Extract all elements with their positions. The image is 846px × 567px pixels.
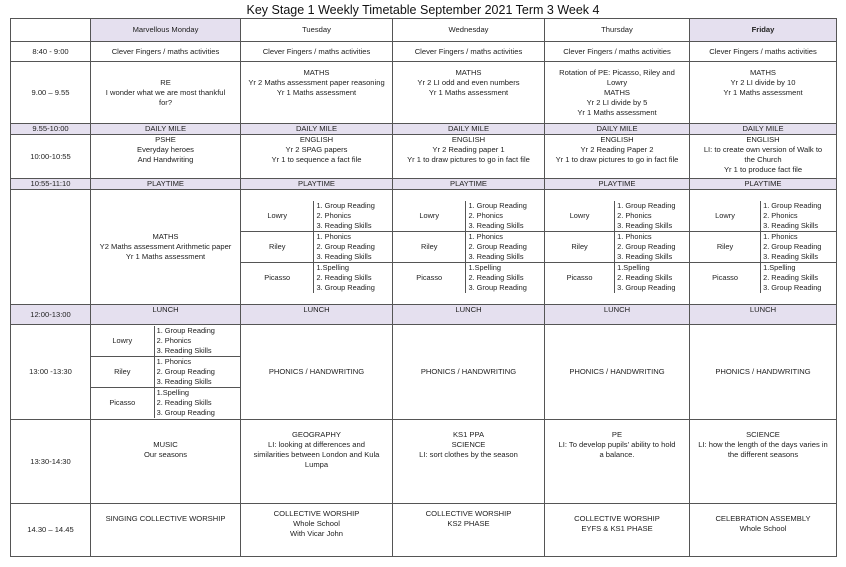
lesson-text: KS2 PHASE (447, 519, 490, 528)
subject-text: COLLECTIVE WORSHIP (574, 514, 660, 523)
group-activity: 1. Phonics (617, 232, 652, 241)
lesson-text: Yr 2 Maths assessment paper reasoning (248, 78, 385, 87)
group-activity: 2. Group Reading (156, 367, 215, 376)
subject-text: ENGLISH (299, 135, 334, 144)
subject-text: ENGLISH (746, 135, 780, 144)
group-activity: 3. Reading Skills (316, 221, 372, 230)
time-cell: 10:00-10:55 (11, 135, 91, 179)
group-activities (615, 201, 689, 232)
group-name: Picasso (690, 263, 761, 294)
lesson-cell (545, 62, 690, 124)
group-row (690, 263, 836, 294)
subject-text: PE (611, 430, 623, 439)
row-reading-groups (11, 190, 837, 305)
playtime-cell: PLAYTIME (545, 179, 690, 190)
lesson-cell: Clever Fingers / maths activities (393, 42, 545, 62)
groups-cell-tuesday (241, 190, 393, 305)
group-activity: 2. Reading Skills (763, 273, 819, 282)
group-name: Riley (545, 232, 615, 263)
lesson-cell: Clever Fingers / maths activities (690, 42, 837, 62)
group-activities (314, 232, 392, 263)
lunch-cell: LUNCH (393, 305, 545, 325)
lesson-text: LI: To develop pupils' ability to hold (558, 440, 676, 449)
group-name: Lowry (91, 326, 154, 357)
lesson-cell: PHONICS / HANDWRITING (241, 325, 393, 420)
group-activities (466, 201, 544, 232)
group-activity: 2. Reading Skills (316, 273, 372, 282)
lunch-cell: LUNCH (91, 305, 241, 325)
group-activities (761, 201, 836, 232)
group-name: Riley (690, 232, 761, 263)
time-cell: 8:40 - 9:00 (11, 42, 91, 62)
lesson-cell (690, 135, 837, 179)
groups-cell-monday (91, 325, 241, 420)
group-row (91, 326, 240, 357)
day-header-wednesday: Wednesday (393, 19, 545, 42)
subject-text: COLLECTIVE WORSHIP (425, 509, 512, 518)
row-english (11, 135, 837, 179)
time-cell: 12:00-13:00 (11, 305, 91, 325)
lesson-text: LI: sort clothes by the season (419, 450, 518, 459)
group-activity: 1.Spelling (468, 263, 501, 272)
group-activity: 2. Group Reading (468, 242, 527, 251)
row-phonics (11, 325, 837, 420)
group-activities (615, 263, 689, 294)
group-name: Lowry (241, 201, 314, 232)
playtime-cell: PLAYTIME (241, 179, 393, 190)
lesson-text: LI: how the length of the days varies in (698, 440, 828, 449)
time-cell: 14.30 – 14.45 (11, 504, 91, 557)
lesson-text: And Handwriting (137, 155, 194, 164)
lesson-text: Yr 2 LI divide by 10 (730, 78, 796, 87)
group-activity: 3. Reading Skills (468, 252, 524, 261)
group-activity: 3. Group Reading (763, 283, 822, 292)
group-row (393, 232, 544, 263)
group-activity: 1. Phonics (468, 232, 503, 241)
subject-text: CELEBRATION ASSEMBLY (715, 514, 811, 523)
lesson-text: Lowry (606, 77, 628, 87)
row-daily-mile (11, 124, 837, 135)
subject-text: PSHE (155, 135, 176, 144)
lesson-text: I wonder what we are most thankful (105, 87, 226, 97)
group-row (690, 232, 836, 263)
lesson-text: Everyday heroes (137, 145, 194, 154)
group-row (393, 201, 544, 232)
group-activity: 2. Reading Skills (617, 273, 673, 282)
group-activity: 1.Spelling (617, 263, 650, 272)
row-clever-fingers (11, 42, 837, 62)
row-collective-worship (11, 504, 837, 557)
day-header-monday: Marvellous Monday (91, 19, 241, 42)
subject-text: MATHS (603, 87, 630, 97)
lesson-text: LI: looking at differences and (268, 440, 365, 449)
time-cell: 10:55-11:10 (11, 179, 91, 190)
group-name: Picasso (91, 388, 154, 419)
groups-cell-wednesday (393, 190, 545, 305)
group-activities (466, 263, 544, 294)
group-row (241, 263, 392, 294)
time-cell: 13:00 -13:30 (11, 325, 91, 420)
lesson-text: the different seasons (727, 450, 799, 459)
group-row (545, 201, 689, 232)
day-header-friday: Friday (690, 19, 837, 42)
lesson-cell (91, 420, 241, 504)
lesson-cell (393, 135, 545, 179)
time-cell: 9.55-10:00 (11, 124, 91, 135)
lesson-text: Yr 1 to produce fact file (723, 165, 803, 174)
lesson-cell (545, 504, 690, 557)
group-activities (314, 263, 392, 294)
lesson-text: Y2 Maths assessment Arithmetic paper (99, 242, 232, 251)
group-activity: 3. Reading Skills (468, 221, 524, 230)
timetable (10, 18, 837, 557)
reading-groups-table (545, 201, 689, 293)
group-activity: 1. Group Reading (316, 201, 375, 210)
page-title: Key Stage 1 Weekly Timetable September 2021 Term 3 Week 4 (246, 3, 600, 17)
group-row (91, 388, 240, 419)
lesson-cell (91, 62, 241, 124)
group-activity: 3. Group Reading (617, 283, 676, 292)
group-activity: 1.Spelling (763, 263, 796, 272)
group-name: Riley (393, 232, 466, 263)
lesson-cell (545, 135, 690, 179)
group-row (393, 263, 544, 294)
group-row (241, 201, 392, 232)
group-activities (466, 232, 544, 263)
group-activities (761, 263, 836, 294)
lesson-text: Yr 2 SPAG papers (285, 145, 348, 154)
lunch-cell: LUNCH (690, 305, 837, 325)
group-activity: 1. Phonics (156, 357, 192, 366)
lesson-text: Yr 2 Reading paper 1 (432, 145, 505, 154)
row-morning-lesson (11, 62, 837, 124)
daily-mile-cell: DAILY MILE (241, 124, 393, 135)
lesson-cell (241, 420, 393, 504)
daily-mile-cell: DAILY MILE (545, 124, 690, 135)
group-activities (615, 232, 689, 263)
subject-text: SCIENCE (746, 430, 780, 439)
group-activities (761, 232, 836, 263)
daily-mile-cell: DAILY MILE (393, 124, 545, 135)
group-activity: 3. Reading Skills (316, 252, 372, 261)
time-cell: 9.00 – 9.55 (11, 62, 91, 124)
group-activity: 1. Group Reading (156, 326, 215, 335)
playtime-cell: PLAYTIME (690, 179, 837, 190)
day-header-thursday: Thursday (545, 19, 690, 42)
lesson-cell (393, 420, 545, 504)
group-activity: 2. Phonics (763, 211, 798, 220)
subject-text: MATHS (303, 68, 330, 77)
group-row (91, 357, 240, 388)
subject-text: KS1 PPA (452, 430, 485, 439)
group-activities (154, 357, 240, 388)
lesson-cell (91, 190, 241, 305)
subject-text: SINGING COLLECTIVE WORSHIP (105, 514, 226, 523)
group-activity: 3. Reading Skills (617, 221, 673, 230)
lesson-text: a balance. (599, 450, 635, 459)
lesson-text: Yr 1 to draw pictures to go in fact file (555, 155, 679, 164)
lesson-text: Yr 1 Maths assessment (723, 88, 803, 97)
lesson-text: Yr 2 LI divide by 5 (586, 97, 648, 107)
group-row (545, 263, 689, 294)
reading-groups-table (690, 201, 836, 293)
lesson-text: Our seasons (143, 450, 188, 459)
subject-text: COLLECTIVE WORSHIP (273, 509, 360, 518)
row-afternoon-lesson (11, 420, 837, 504)
daily-mile-cell: DAILY MILE (91, 124, 241, 135)
reading-groups-table (241, 201, 392, 293)
lesson-text: Whole School (293, 519, 340, 528)
lesson-text: Yr 2 Reading Paper 2 (580, 145, 654, 154)
lesson-text: EYFS & KS1 PHASE (581, 524, 653, 533)
lesson-text: Lumpa (304, 460, 329, 469)
lesson-text: Yr 1 to draw pictures to go in fact file (407, 155, 530, 164)
groups-cell-thursday (545, 190, 690, 305)
lesson-cell: PHONICS / HANDWRITING (393, 325, 545, 420)
lesson-text: for? (158, 97, 173, 107)
subject-text: MUSIC (153, 440, 178, 449)
group-activity: 3. Group Reading (316, 283, 375, 292)
row-playtime (11, 179, 837, 190)
lesson-text: Yr 1 Maths assessment (276, 88, 357, 97)
groups-cell-friday (690, 190, 837, 305)
lesson-text: Yr 1 Maths assessment (125, 252, 206, 261)
subject-text: ENGLISH (600, 135, 634, 144)
group-name: Picasso (393, 263, 466, 294)
reading-groups-table (91, 326, 240, 418)
group-activity: 3. Reading Skills (763, 252, 819, 261)
group-activity: 2. Group Reading (763, 242, 822, 251)
lesson-cell (91, 135, 241, 179)
lesson-cell (393, 62, 545, 124)
lunch-cell: LUNCH (545, 305, 690, 325)
group-activity: 1. Group Reading (763, 201, 822, 210)
subject-text: GEOGRAPHY (292, 430, 341, 439)
group-activity: 2. Reading Skills (156, 398, 212, 407)
group-activity: 1. Group Reading (468, 201, 527, 210)
lesson-text: Yr 2 LI odd and even numbers (417, 78, 520, 87)
group-name: Lowry (690, 201, 761, 232)
subject-text: MATHS (152, 232, 179, 241)
group-name: Riley (241, 232, 314, 263)
group-activity: 1. Phonics (316, 232, 351, 241)
group-activity: 3. Reading Skills (156, 377, 212, 386)
lesson-cell (545, 420, 690, 504)
lesson-text: With Vicar John (289, 529, 344, 538)
lesson-cell (241, 504, 393, 557)
lesson-text: Yr 1 to sequence a fact file (271, 155, 362, 164)
group-activity: 1. Phonics (763, 232, 798, 241)
group-activity: 2. Phonics (316, 211, 351, 220)
lesson-cell (690, 420, 837, 504)
subject-text: ENGLISH (451, 135, 486, 144)
group-activities (314, 201, 392, 232)
day-header-tuesday: Tuesday (241, 19, 393, 42)
group-activity: 3. Group Reading (156, 408, 215, 417)
lesson-text: Yr 1 Maths assessment (428, 88, 509, 97)
group-activity: 3. Reading Skills (156, 346, 212, 355)
lesson-text: the Church (744, 155, 782, 164)
subject-text: RE (160, 77, 171, 87)
lesson-cell: Clever Fingers / maths activities (91, 42, 241, 62)
lesson-cell: Clever Fingers / maths activities (545, 42, 690, 62)
group-activity: 2. Reading Skills (468, 273, 524, 282)
group-activity: 1. Group Reading (617, 201, 676, 210)
group-name: Picasso (241, 263, 314, 294)
lesson-text: SCIENCE (451, 440, 486, 449)
group-row (241, 232, 392, 263)
lesson-text: similarities between London and Kula (253, 450, 380, 459)
group-name: Riley (91, 357, 154, 388)
lesson-cell: Clever Fingers / maths activities (241, 42, 393, 62)
lesson-cell (393, 504, 545, 557)
group-activity: 2. Phonics (617, 211, 652, 220)
time-cell: 13:30-14:30 (11, 420, 91, 504)
group-activity: 2. Phonics (468, 211, 503, 220)
lesson-text: Yr 1 Maths assessment (577, 107, 657, 117)
daily-mile-cell: DAILY MILE (690, 124, 837, 135)
lesson-cell (241, 135, 393, 179)
group-activity: 1.Spelling (156, 388, 190, 397)
subject-text: MATHS (455, 68, 482, 77)
group-activities (154, 326, 240, 357)
lesson-cell: PHONICS / HANDWRITING (545, 325, 690, 420)
lesson-cell (241, 62, 393, 124)
lunch-cell: LUNCH (241, 305, 393, 325)
reading-groups-table (393, 201, 544, 293)
group-activities (154, 388, 240, 419)
group-name: Picasso (545, 263, 615, 294)
group-activity: 1.Spelling (316, 263, 349, 272)
group-row (545, 232, 689, 263)
lesson-cell (91, 504, 241, 557)
group-activity: 2. Group Reading (316, 242, 375, 251)
lesson-text: Whole School (739, 524, 787, 533)
group-activity: 3. Group Reading (468, 283, 527, 292)
header-row (11, 19, 837, 42)
lesson-text: LI: to create own version of Walk to (703, 145, 823, 154)
group-activity: 3. Reading Skills (763, 221, 819, 230)
group-name: Lowry (393, 201, 466, 232)
group-activity: 2. Phonics (156, 336, 192, 345)
lesson-cell (690, 62, 837, 124)
playtime-cell: PLAYTIME (91, 179, 241, 190)
time-cell (11, 190, 91, 305)
group-name: Lowry (545, 201, 615, 232)
group-activity: 3. Reading Skills (617, 252, 673, 261)
header-blank (11, 19, 91, 42)
playtime-cell: PLAYTIME (393, 179, 545, 190)
group-row (690, 201, 836, 232)
row-lunch (11, 305, 837, 325)
lesson-cell: PHONICS / HANDWRITING (690, 325, 837, 420)
subject-text: MATHS (749, 68, 776, 77)
lesson-text: Rotation of PE: Picasso, Riley and (559, 67, 675, 77)
group-activity: 2. Group Reading (617, 242, 676, 251)
lesson-cell (690, 504, 837, 557)
